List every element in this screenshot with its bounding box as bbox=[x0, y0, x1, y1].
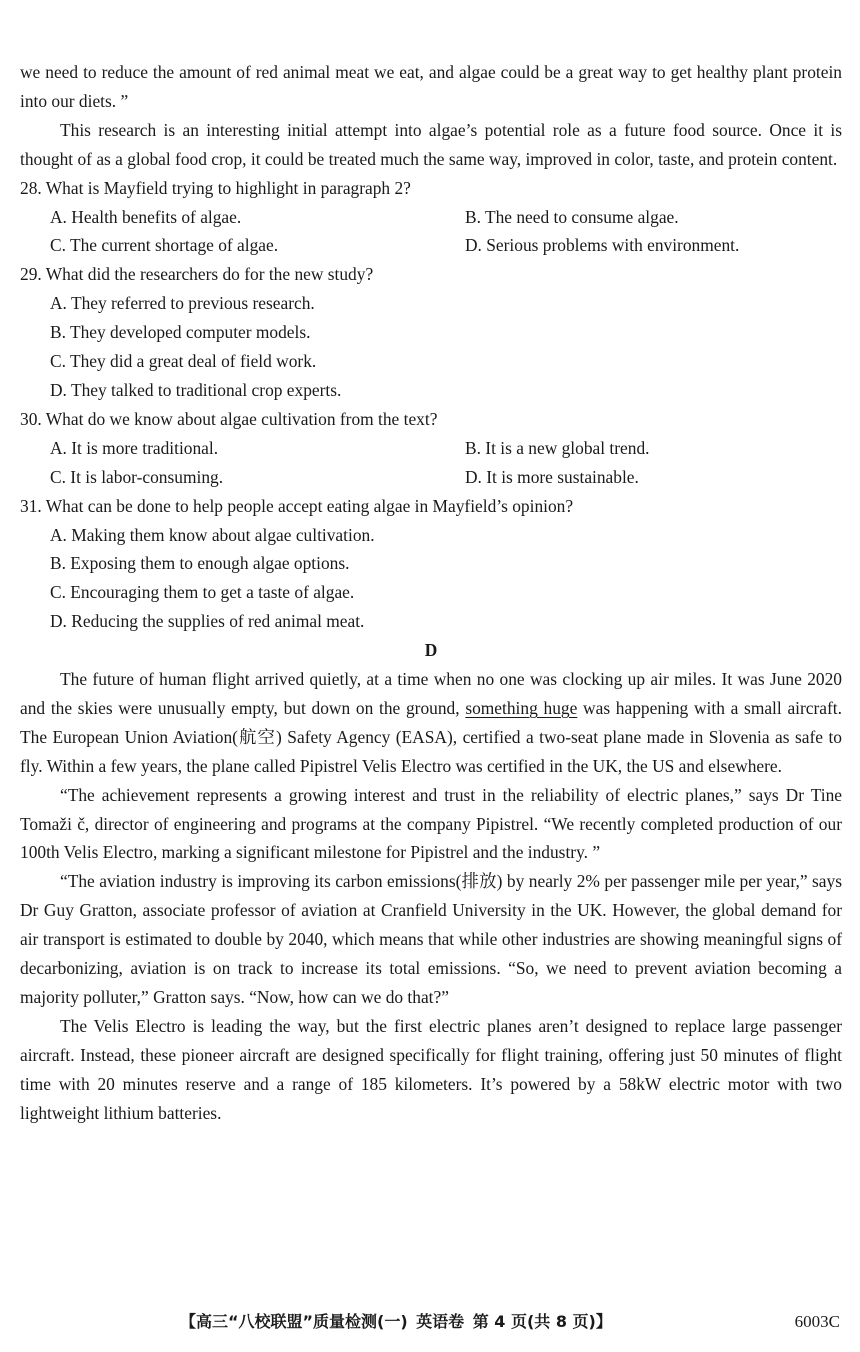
option-c: C. Encouraging them to get a taste of algae. bbox=[50, 582, 355, 603]
question-31 bbox=[20, 492, 842, 637]
passage-d-paragraph-1 bbox=[20, 665, 842, 781]
option-b: B. It is a new global trend. bbox=[465, 437, 650, 458]
option-d: D. Serious problems with environment. bbox=[465, 235, 740, 256]
question-28 bbox=[20, 174, 842, 261]
subject-label: 英语卷 bbox=[416, 1312, 465, 1331]
passage-c-continuation: we need to reduce the amount of red animal meat we eat, and algae could be a great way to get healthy plant protein into our diets. ” bbox=[20, 62, 842, 111]
paper-code: 6003C bbox=[794, 1312, 840, 1331]
question-stem: 29. What did the researchers do for the new study? bbox=[20, 264, 374, 285]
option-d: D. Reducing the supplies of red animal meat. bbox=[50, 611, 365, 632]
option-a: A. Health benefits of algae. bbox=[50, 206, 242, 227]
option-a: A. They referred to previous research. bbox=[50, 293, 315, 314]
option-d: D. They talked to traditional crop experts. bbox=[50, 379, 342, 400]
question-30 bbox=[20, 405, 842, 492]
option-c: C. The current shortage of algae. bbox=[50, 235, 279, 256]
option-a: A. It is more traditional. bbox=[50, 437, 219, 458]
option-b: B. They developed computer models. bbox=[50, 322, 311, 343]
underlined-phrase: something huge bbox=[465, 697, 578, 718]
option-a: A. Making them know about algae cultivation. bbox=[50, 524, 375, 545]
question-stem: 30. What do we know about algae cultivation from the text? bbox=[20, 408, 438, 429]
paragraph-text: was happening with a small aircraft. The European Union Aviation(航空) Safety Agency (EASA), certified a two-seat plane made in Slovenia as safe to fly. Within a few years, the plane called Pipistrel Velis Electro was certified in the UK, the US and elsewhere. bbox=[20, 697, 842, 776]
option-c: C. It is labor-consuming. bbox=[50, 466, 224, 487]
passage-d-paragraph-3: “The aviation industry is improving its carbon emissions(排放) by nearly 2% per passenger mile per year,” says Dr Guy Gratton, associate professor of aviation at Cranfield University in the UK. However, the global demand for air transport is estimated to double by 2040, which means that while other industries are showing meaningful signs of decarbonizing, aviation is on track to increase its total emissions. “So, we need to prevent aviation becoming a majority polluter,” Gratton says. “Now, how can we do that?” bbox=[20, 871, 842, 1007]
passage-d-heading: D bbox=[424, 640, 438, 661]
option-b: B. The need to consume algae. bbox=[465, 206, 679, 227]
page-number: 第 4 页(共 8 页)】 bbox=[472, 1312, 612, 1331]
question-29 bbox=[20, 260, 842, 405]
exam-page bbox=[20, 58, 842, 1128]
exam-title: 【高三“八校联盟”质量检测(一) bbox=[180, 1312, 408, 1331]
option-c: C. They did a great deal of field work. bbox=[50, 351, 317, 372]
footer-info bbox=[180, 1310, 612, 1334]
passage-c-final-paragraph: This research is an interesting initial attempt into algae’s potential role as a future food source. Once it is thought of as a global food crop, it could be treated much the same way, improved in color, taste, and protein content. bbox=[20, 119, 842, 169]
question-stem: 28. What is Mayfield trying to highlight in paragraph 2? bbox=[20, 177, 411, 198]
question-stem: 31. What can be done to help people accept eating algae in Mayfield’s opinion? bbox=[20, 495, 574, 516]
passage-d-paragraph-4: The Velis Electro is leading the way, but the first electric planes aren’t designed to replace large passenger aircraft. Instead, these pioneer aircraft are designed specifically for flight training, offering just 50 minutes of flight time with 20 minutes reserve and a range of 185 kilometers. It’s powered by a 58kW electric motor with two lightweight lithium batteries. bbox=[20, 1015, 842, 1123]
option-b: B. Exposing them to enough algae options. bbox=[50, 553, 350, 574]
option-d: D. It is more sustainable. bbox=[465, 466, 639, 487]
passage-d-paragraph-2: “The achievement represents a growing interest and trust in the reliability of electric planes,” says Dr Tine Tomaži č, director of engineering and programs at the company Pipistrel. “We recently completed production of our 100th Velis Electro, marking a significant milestone for Pipistrel and the industry. ” bbox=[20, 784, 842, 863]
paragraph-text: The future of human flight arrived quietly, at a time when no one was clocking up air miles. It was June 2020 and the skies were unusually empty, but down on the ground, bbox=[20, 669, 842, 718]
